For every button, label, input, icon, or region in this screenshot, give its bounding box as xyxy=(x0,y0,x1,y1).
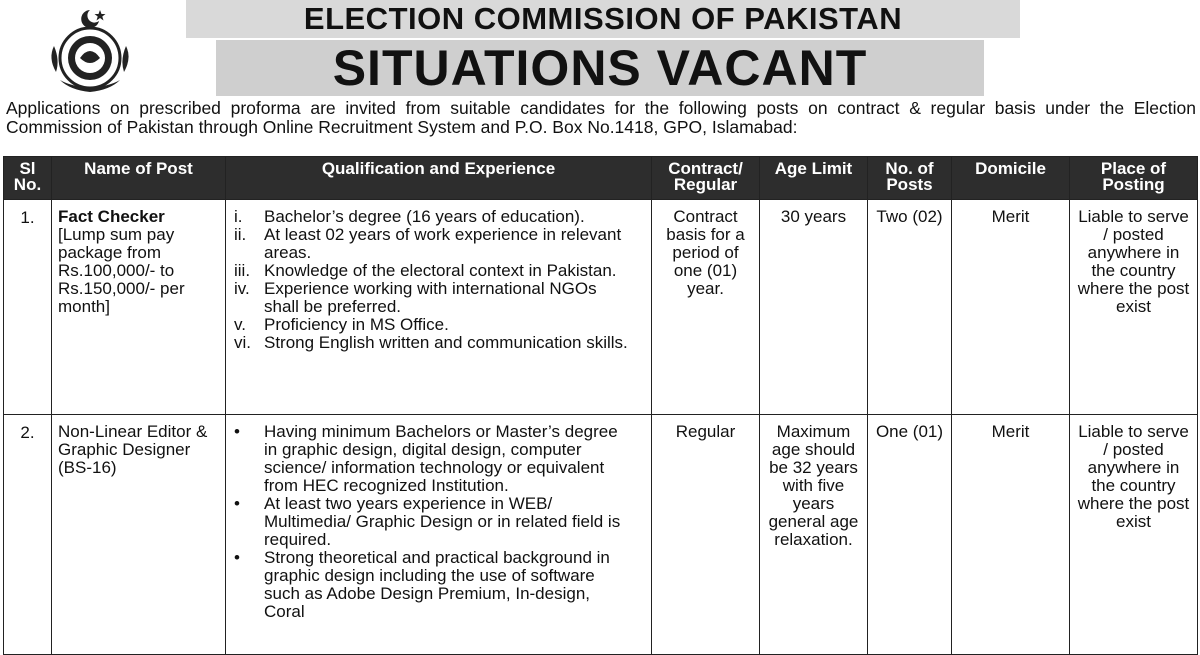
col-header-age: Age Limit xyxy=(760,157,868,200)
table-row xyxy=(4,415,1198,655)
row-age: 30 years xyxy=(760,200,868,415)
star-icon xyxy=(95,10,106,21)
row-place: Liable to serve / posted anywhere in the country where the post exist xyxy=(1070,200,1198,415)
post-pay-note: [Lump sum pay package from Rs.100,000/- to Rs.150,000/- per month] xyxy=(58,225,185,316)
list-item: • Having minimum Bachelors or Master’s degree in graphic design, digital design, computer science/ information technology or equivalent from HEC recognized Institution. xyxy=(234,422,618,495)
table-row xyxy=(4,200,1198,415)
col-header-place: Place of Posting xyxy=(1070,157,1198,200)
list-item: • At least two years experience in WEB/ Multimedia/ Graphic Design or in related field is required. xyxy=(234,494,621,549)
row-post-name xyxy=(52,415,226,655)
col-header-contract: Contract/ Regular xyxy=(652,157,760,200)
qualification-list xyxy=(228,423,645,621)
intro-text: Applications on prescribed proforma are invited from suitable candidates for the following posts on contract & regular basis under the Election Commission of Pakistan through Online Recruitment System and P.O. Box No.1418, GPO, Islamabad: xyxy=(6,98,1196,137)
list-item: i. Bachelor’s degree (16 years of education). xyxy=(234,207,585,226)
col-header-name: Name of Post xyxy=(52,157,226,200)
col-header-posts: No. of Posts xyxy=(868,157,952,200)
qualification-list xyxy=(228,208,645,352)
row-post-name xyxy=(52,200,226,415)
list-item: • Strong theoretical and practical background in graphic design including the use of software such as Adobe Design Premium, In-design, Coral xyxy=(234,548,610,621)
row-contract: Contract basis for a period of one (01) year. xyxy=(652,200,760,415)
table-header-row xyxy=(4,157,1198,200)
vacancies-table xyxy=(3,156,1198,655)
col-header-domicile: Domicile xyxy=(952,157,1070,200)
row-place: Liable to serve / posted anywhere in the country where the post exist xyxy=(1070,415,1198,655)
row-posts: One (01) xyxy=(868,415,952,655)
ecp-emblem-logo xyxy=(40,6,140,102)
row-qualifications xyxy=(226,200,652,415)
page-title: SITUATIONS VACANT xyxy=(216,40,984,96)
post-title: Non-Linear Editor & Graphic Designer (BS-16) xyxy=(58,422,208,477)
row-domicile: Merit xyxy=(952,200,1070,415)
row-posts: Two (02) xyxy=(868,200,952,415)
post-title: Fact Checker xyxy=(58,207,165,226)
row-sl: 1. xyxy=(4,200,52,415)
col-header-sl: Sl No. xyxy=(4,157,52,200)
row-contract: Regular xyxy=(652,415,760,655)
list-item: iii. Knowledge of the electoral context in Pakistan. xyxy=(234,261,617,280)
row-qualifications xyxy=(226,415,652,655)
list-item: iv. Experience working with international NGOs shall be preferred. xyxy=(234,279,597,316)
crescent-icon xyxy=(81,10,99,28)
row-domicile: Merit xyxy=(952,415,1070,655)
list-item: vi. Strong English written and communication skills. xyxy=(234,333,628,352)
row-sl: 2. xyxy=(4,415,52,655)
row-age: Maximum age should be 32 years with five years general age relaxation. xyxy=(760,415,868,655)
list-item: ii. At least 02 years of work experience in relevant areas. xyxy=(234,225,622,262)
col-header-qualification: Qualification and Experience xyxy=(226,157,652,200)
list-item: v. Proficiency in MS Office. xyxy=(234,315,449,334)
organization-title: ELECTION COMMISSION OF PAKISTAN xyxy=(186,0,1020,38)
